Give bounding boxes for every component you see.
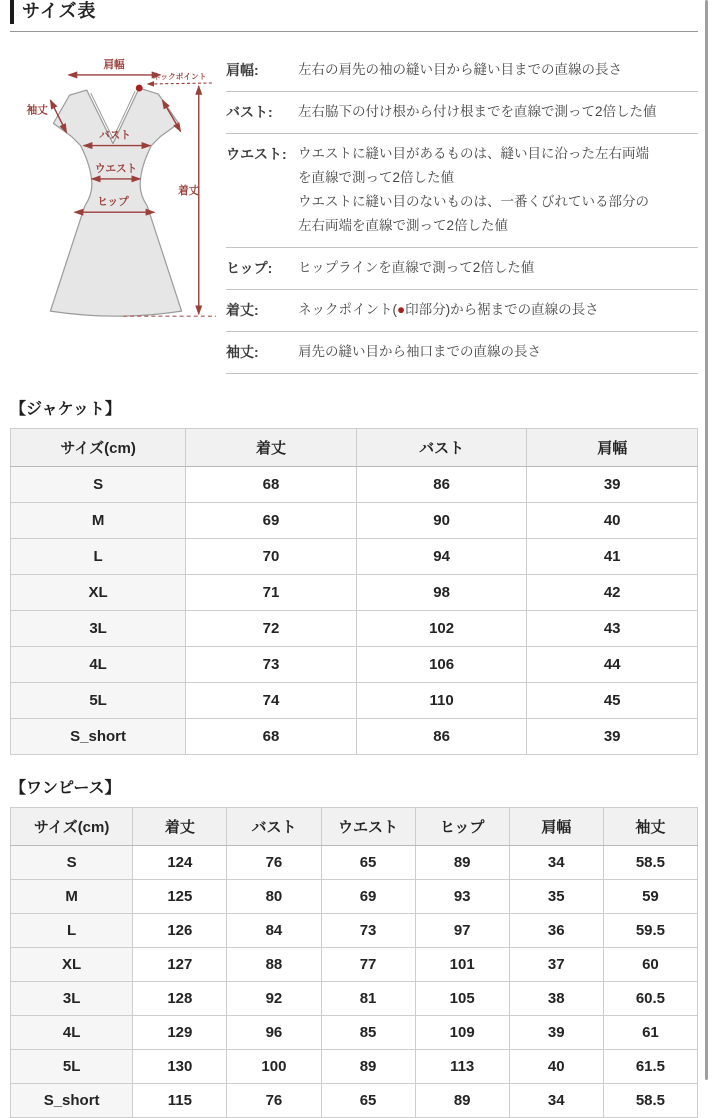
measurement-value: 76 (227, 846, 321, 880)
onepiece-section-title: 【ワンピース】 (10, 780, 121, 797)
measurement-value: 37 (509, 948, 603, 982)
column-header: サイズ(cm) (11, 808, 133, 846)
measurement-value: 98 (356, 575, 527, 611)
jacket-section-title: 【ジャケット】 (10, 401, 121, 418)
measurement-value: 89 (321, 1050, 415, 1084)
dress-measurement-illustration (10, 52, 224, 328)
measurement-value: 115 (133, 1084, 227, 1118)
table-row (11, 719, 698, 755)
diagram-neckpoint-label: ネックポイント (152, 71, 207, 81)
table-row (11, 1016, 698, 1050)
size-label: 4L (11, 647, 186, 683)
diagram-waist-label: ウエスト (94, 162, 138, 175)
measurement-value: 61 (603, 1016, 697, 1050)
measurement-value: 84 (227, 914, 321, 948)
definition-text: 左右両端を直線で測って2倍した値 (298, 218, 509, 233)
definition-hip (226, 248, 698, 290)
size-label: S_short (11, 1084, 133, 1118)
definition-list (224, 48, 698, 374)
measurement-value: 43 (527, 611, 698, 647)
measurement-value: 89 (415, 1084, 509, 1118)
definition-term: バスト: (226, 104, 273, 120)
measurement-value: 42 (527, 575, 698, 611)
measurement-value: 128 (133, 982, 227, 1016)
measurement-value: 100 (227, 1050, 321, 1084)
measurement-value: 125 (133, 880, 227, 914)
table-row (11, 880, 698, 914)
neck-point-dot (136, 85, 143, 92)
measurement-value: 85 (321, 1016, 415, 1050)
size-label: L (11, 539, 186, 575)
measurement-value: 68 (186, 467, 357, 503)
measurement-value: 109 (415, 1016, 509, 1050)
measurement-value: 38 (509, 982, 603, 1016)
definition-term: 肩幅: (226, 62, 259, 78)
measurement-value: 113 (415, 1050, 509, 1084)
measurement-value: 92 (227, 982, 321, 1016)
measurement-value: 105 (415, 982, 509, 1016)
measurement-value: 65 (321, 846, 415, 880)
definition-text: ヒップラインを直線で測って2倍した値 (298, 260, 535, 275)
measurement-value: 40 (509, 1050, 603, 1084)
column-header: ウエスト (321, 808, 415, 846)
measurement-guide (10, 48, 698, 374)
column-header: バスト (227, 808, 321, 846)
diagram-shoulder-label: 肩幅 (103, 58, 125, 71)
column-header: 着丈 (186, 429, 357, 467)
diagram-bust-label: バスト (99, 129, 131, 142)
header-row (11, 429, 698, 467)
measurement-value: 127 (133, 948, 227, 982)
measurement-value: 101 (415, 948, 509, 982)
table-row (11, 914, 698, 948)
measurement-value: 130 (133, 1050, 227, 1084)
measurement-value: 73 (321, 914, 415, 948)
page-header (10, 0, 698, 32)
measurement-value: 58.5 (603, 1084, 697, 1118)
measurement-value: 86 (356, 467, 527, 503)
measurement-value: 39 (509, 1016, 603, 1050)
column-header: ヒップ (415, 808, 509, 846)
column-header: 肩幅 (527, 429, 698, 467)
measurement-value: 72 (186, 611, 357, 647)
definition-text: ウエストに縫い目があるものは、縫い目に沿った左右両端 (298, 146, 649, 161)
page-title: サイズ表 (22, 1, 97, 21)
column-header: バスト (356, 429, 527, 467)
definition-term: ヒップ: (226, 260, 273, 276)
measurement-value: 65 (321, 1084, 415, 1118)
neck-point-dot-glyph: ● (397, 302, 406, 317)
definition-text: ネックポイント(●印部分)から裾までの直線の長さ (298, 302, 599, 317)
definition-length (226, 290, 698, 332)
measurement-value: 45 (527, 683, 698, 719)
measurement-value: 36 (509, 914, 603, 948)
measurement-value: 71 (186, 575, 357, 611)
definition-shoulder (226, 48, 698, 92)
size-label: 5L (11, 1050, 133, 1084)
size-label: S_short (11, 719, 186, 755)
definition-text: ウエストに縫い目のないものは、一番くびれている部分の (298, 194, 649, 209)
measurement-value: 39 (527, 467, 698, 503)
title-accent-bar (10, 0, 14, 24)
size-label: 5L (11, 683, 186, 719)
measurement-value: 86 (356, 719, 527, 755)
definition-term: 着丈: (226, 302, 259, 318)
table-row (11, 611, 698, 647)
size-label: S (11, 846, 133, 880)
scrollbar[interactable] (705, 0, 708, 1080)
onepiece-size-table (10, 807, 698, 1118)
size-label: 3L (11, 982, 133, 1016)
size-label: S (11, 467, 186, 503)
measurement-value: 69 (186, 503, 357, 539)
measurement-value: 58.5 (603, 846, 697, 880)
measurement-value: 61.5 (603, 1050, 697, 1084)
measurement-value: 40 (527, 503, 698, 539)
definition-term: ウエスト: (226, 146, 287, 162)
measurement-value: 35 (509, 880, 603, 914)
table-row (11, 948, 698, 982)
column-header: サイズ(cm) (11, 429, 186, 467)
measurement-value: 34 (509, 1084, 603, 1118)
measurement-value: 126 (133, 914, 227, 948)
measurement-value: 81 (321, 982, 415, 1016)
table-row (11, 1050, 698, 1084)
measurement-value: 97 (415, 914, 509, 948)
definition-bust (226, 92, 698, 134)
definition-waist (226, 134, 698, 248)
size-label: 3L (11, 611, 186, 647)
neck-point-pointer (147, 83, 212, 84)
measurement-value: 73 (186, 647, 357, 683)
measurement-value: 88 (227, 948, 321, 982)
size-label: XL (11, 948, 133, 982)
diagram-sleeve-label: 袖丈 (26, 104, 48, 117)
table-row (11, 982, 698, 1016)
definition-term: 袖丈: (226, 344, 259, 360)
measurement-value: 106 (356, 647, 527, 683)
column-header: 袖丈 (603, 808, 697, 846)
jacket-size-table (10, 428, 698, 755)
measurement-value: 93 (415, 880, 509, 914)
column-header: 着丈 (133, 808, 227, 846)
table-row (11, 575, 698, 611)
size-label: XL (11, 575, 186, 611)
table-row (11, 647, 698, 683)
measurement-value: 129 (133, 1016, 227, 1050)
measurement-value: 74 (186, 683, 357, 719)
definition-text: 左右の肩先の袖の縫い目から縫い目までの直線の長さ (298, 62, 622, 77)
measurement-value: 110 (356, 683, 527, 719)
definition-text: 肩先の縫い目から袖口までの直線の長さ (298, 344, 541, 359)
definition-text: 左右脇下の付け根から付け根までを直線で測って2倍した値 (298, 104, 657, 119)
size-label: L (11, 914, 133, 948)
measurement-value: 41 (527, 539, 698, 575)
dress-diagram (10, 48, 224, 374)
size-label: 4L (11, 1016, 133, 1050)
measurement-value: 90 (356, 503, 527, 539)
measurement-value: 39 (527, 719, 698, 755)
table-row (11, 846, 698, 880)
measurement-value: 69 (321, 880, 415, 914)
measurement-value: 59 (603, 880, 697, 914)
table-row (11, 539, 698, 575)
measurement-value: 34 (509, 846, 603, 880)
measurement-value: 124 (133, 846, 227, 880)
column-header: 肩幅 (509, 808, 603, 846)
measurement-value: 94 (356, 539, 527, 575)
measurement-value: 68 (186, 719, 357, 755)
measurement-value: 80 (227, 880, 321, 914)
measurement-value: 70 (186, 539, 357, 575)
header-row (11, 808, 698, 846)
measurement-value: 77 (321, 948, 415, 982)
table-row (11, 467, 698, 503)
definition-text: を直線で測って2倍した値 (298, 170, 455, 185)
diagram-hip-label: ヒップ (97, 196, 129, 209)
measurement-value: 89 (415, 846, 509, 880)
diagram-length-label: 着丈 (178, 185, 200, 198)
measurement-value: 60.5 (603, 982, 697, 1016)
table-row (11, 683, 698, 719)
measurement-value: 76 (227, 1084, 321, 1118)
measurement-value: 59.5 (603, 914, 697, 948)
measurement-value: 96 (227, 1016, 321, 1050)
definition-sleeve (226, 332, 698, 374)
size-label: M (11, 503, 186, 539)
size-label: M (11, 880, 133, 914)
table-row (11, 503, 698, 539)
measurement-value: 60 (603, 948, 697, 982)
measurement-value: 102 (356, 611, 527, 647)
table-row (11, 1084, 698, 1118)
measurement-value: 44 (527, 647, 698, 683)
